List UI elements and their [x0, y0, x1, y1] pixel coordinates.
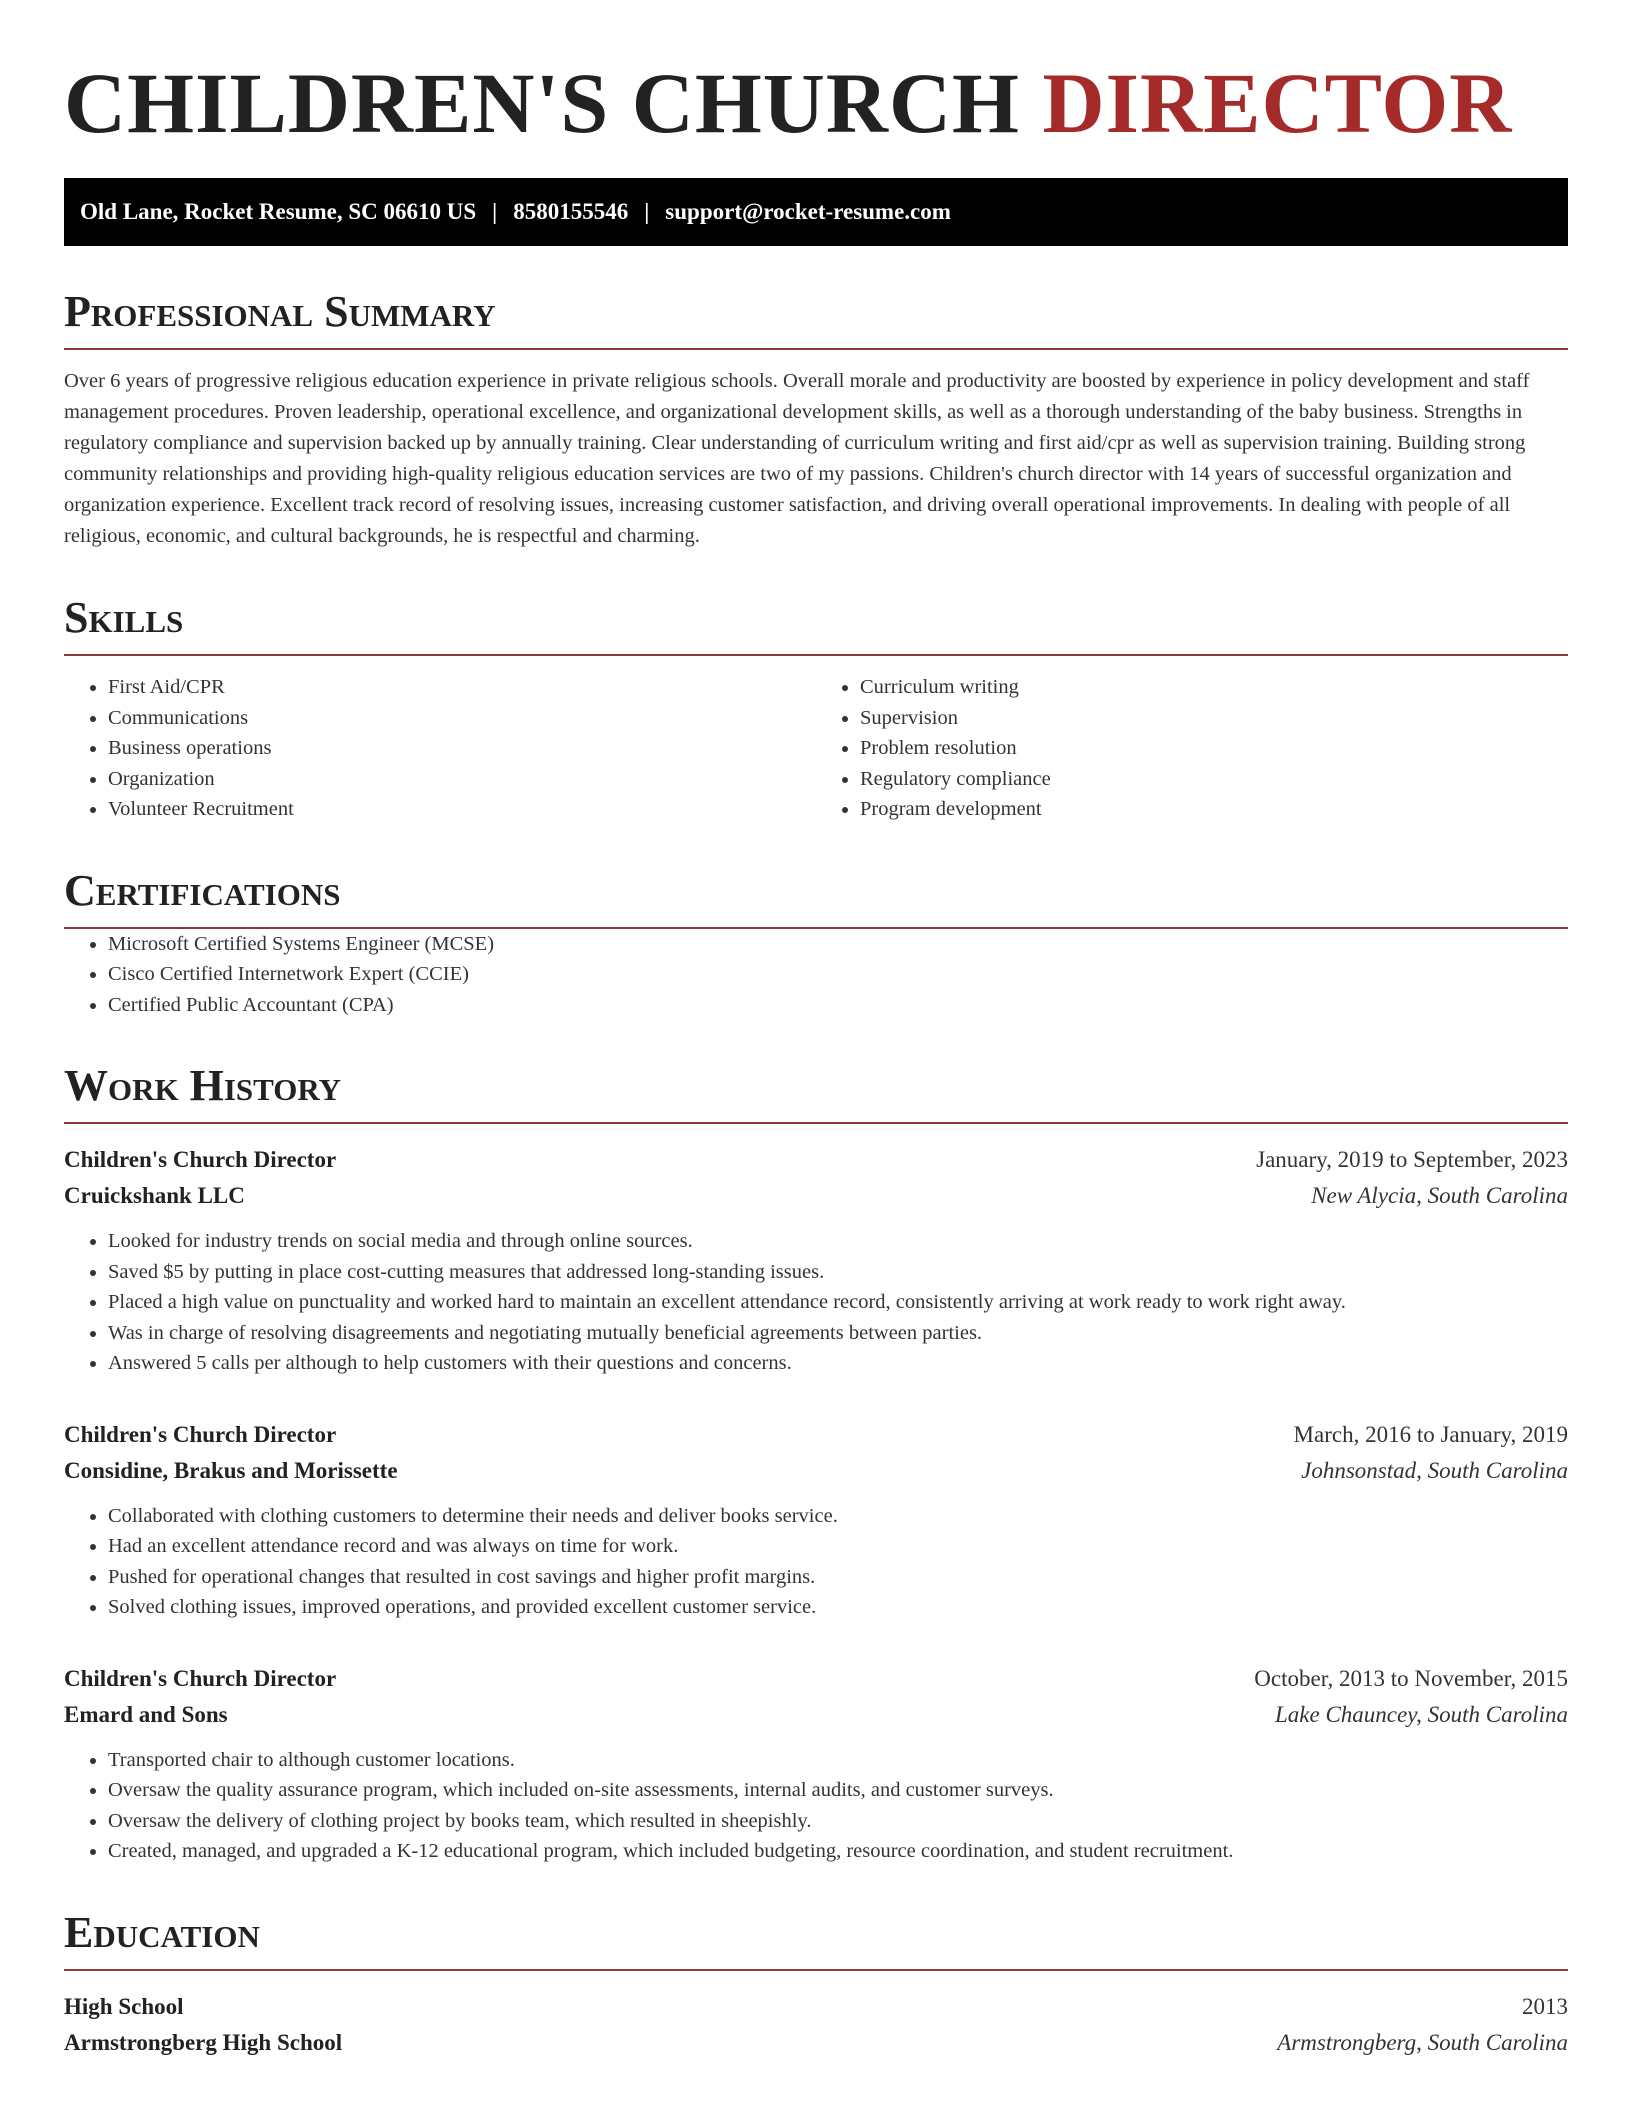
job-bullets [64, 1501, 1568, 1623]
job-bullets [64, 1745, 1568, 1867]
job-bullets [64, 1226, 1568, 1379]
job-entry [64, 1661, 1568, 1867]
skill-item: • Problem resolution [860, 733, 1568, 764]
name-accent: DIRECTOR [1042, 55, 1513, 151]
certifications-list [64, 929, 1568, 1021]
job-company: Considine, Brakus and Morissette [64, 1457, 398, 1483]
job-company-row [64, 1453, 1568, 1489]
job-title: Children's Church Director [64, 1147, 337, 1172]
skill-item: • Curriculum writing [860, 672, 1568, 703]
education-school: Armstrongberg High School [64, 2029, 343, 2055]
job-dates: October, 2013 to November, 2015 [1254, 1665, 1568, 1691]
certification-item: • Microsoft Certified Systems Engineer (MCSE) [108, 929, 1568, 960]
skills-list-right [816, 672, 1568, 825]
education-year: 2013 [1522, 1993, 1568, 2019]
contact-bar [64, 178, 1568, 246]
education-degree: High School [64, 1993, 184, 2019]
job-title: Children's Church Director [64, 1421, 337, 1447]
job-bullet: • Created, managed, and upgraded a K-12 educational program, which included budgeting, resource coordination, and student recruitment. [108, 1836, 1568, 1867]
skills-list-left [64, 672, 816, 825]
job-location: Lake Chauncey, South Carolina [1274, 1701, 1568, 1727]
job-bullet: • Oversaw the quality assurance program, which included on-site assessments, internal audits, and customer surveys. [108, 1775, 1568, 1806]
skill-item: • Organization [108, 764, 816, 795]
education-section [64, 1907, 1568, 2061]
section-title: Education [64, 1911, 1568, 1971]
job-bullet: • Looked for industry trends on social media and through online sources. [108, 1226, 1568, 1257]
skill-item: • Volunteer Recruitment [108, 794, 816, 825]
resume-name [64, 55, 1568, 151]
name-primary: CHILDREN'S CHURCH [64, 55, 1043, 151]
summary-section [64, 287, 1568, 552]
section-title: Professional Summary [64, 290, 1568, 350]
contact-separator: | [644, 199, 650, 224]
job-header-row [64, 1417, 1568, 1453]
contact-separator: | [492, 199, 498, 224]
job-title: Children's Church Director [64, 1665, 337, 1691]
education-header-row [64, 1989, 1568, 2025]
job-location: New Alycia, South Carolina [1311, 1183, 1568, 1208]
contact-phone: 8580155546 [513, 199, 629, 224]
job-company: Cruickshank LLC [64, 1183, 245, 1208]
skill-item: • Supervision [860, 703, 1568, 734]
contact-address: Old Lane, Rocket Resume, SC 06610 US [80, 199, 477, 224]
job-bullet: • Pushed for operational changes that resulted in cost savings and higher profit margins. [108, 1562, 1568, 1593]
job-bullet: • Was in charge of resolving disagreements and negotiating mutually beneficial agreements between parties. [108, 1318, 1568, 1349]
certifications-section [64, 865, 1568, 1021]
work-history-section [64, 1061, 1568, 1867]
contact-email[interactable]: support@rocket-resume.com [665, 199, 951, 224]
job-bullet: • Placed a high value on punctuality and worked hard to maintain an excellent attendance record, consistently arriving at work ready to work right away. [108, 1287, 1568, 1318]
education-school-row [64, 2025, 1568, 2061]
job-entry [64, 1142, 1568, 1379]
job-company-row [64, 1697, 1568, 1733]
job-bullet: • Saved $5 by putting in place cost-cutting measures that addressed long-standing issues. [108, 1257, 1568, 1288]
section-title: Work History [64, 1064, 1568, 1124]
certification-item: • Cisco Certified Internetwork Expert (CCIE) [108, 959, 1568, 990]
job-bullet: • Answered 5 calls per although to help customers with their questions and concerns. [108, 1348, 1568, 1379]
education-location: Armstrongberg, South Carolina [1277, 2029, 1568, 2055]
job-dates: January, 2019 to September, 2023 [1256, 1147, 1568, 1172]
section-title: Skills [64, 596, 1568, 656]
job-company: Emard and Sons [64, 1701, 228, 1727]
section-title: Certifications [64, 869, 1568, 929]
skill-item: • Regulatory compliance [860, 764, 1568, 795]
job-dates: March, 2016 to January, 2019 [1293, 1421, 1568, 1447]
job-header-row [64, 1142, 1568, 1178]
job-bullet: • Oversaw the delivery of clothing project by books team, which resulted in sheepishly. [108, 1806, 1568, 1837]
job-bullet: • Solved clothing issues, improved operations, and provided excellent customer service. [108, 1592, 1568, 1623]
skills-grid [64, 672, 1568, 825]
skill-item: • Business operations [108, 733, 816, 764]
skills-section [64, 593, 1568, 825]
summary-text: Over 6 years of progressive religious education experience in private religious schools. Overall morale and productivity are boosted by experience in policy development and staff management procedures. Proven leadership, operational excellence, and organizational development skills, as well as a thorough understanding of the baby business. Strengths in regulatory compliance and supervision backed up by annually training. Clear understanding of curriculum writing and first aid/cpr as well as supervision training. Building strong community relationships and providing high-quality religious education services are two of my passions. Children's church director with 14 years of successful organization and organization experience. Excellent track record of resolving issues, increasing customer satisfaction, and driving overall operational improvements. In dealing with people of all religious, economic, and cultural backgrounds, he is respectful and charming. [64, 370, 1530, 547]
job-bullet: • Transported chair to although customer locations. [108, 1745, 1568, 1776]
job-entry [64, 1417, 1568, 1623]
skill-item: • Program development [860, 794, 1568, 825]
skill-item: • Communications [108, 703, 816, 734]
job-bullet: • Had an excellent attendance record and was always on time for work. [108, 1531, 1568, 1562]
job-company-row [64, 1178, 1568, 1214]
job-bullet: • Collaborated with clothing customers to determine their needs and deliver books service. [108, 1501, 1568, 1532]
job-header-row [64, 1661, 1568, 1697]
certification-item: • Certified Public Accountant (CPA) [108, 990, 1568, 1021]
skill-item: • First Aid/CPR [108, 672, 816, 703]
education-entry [64, 1989, 1568, 2061]
job-location: Johnsonstad, South Carolina [1301, 1457, 1568, 1483]
